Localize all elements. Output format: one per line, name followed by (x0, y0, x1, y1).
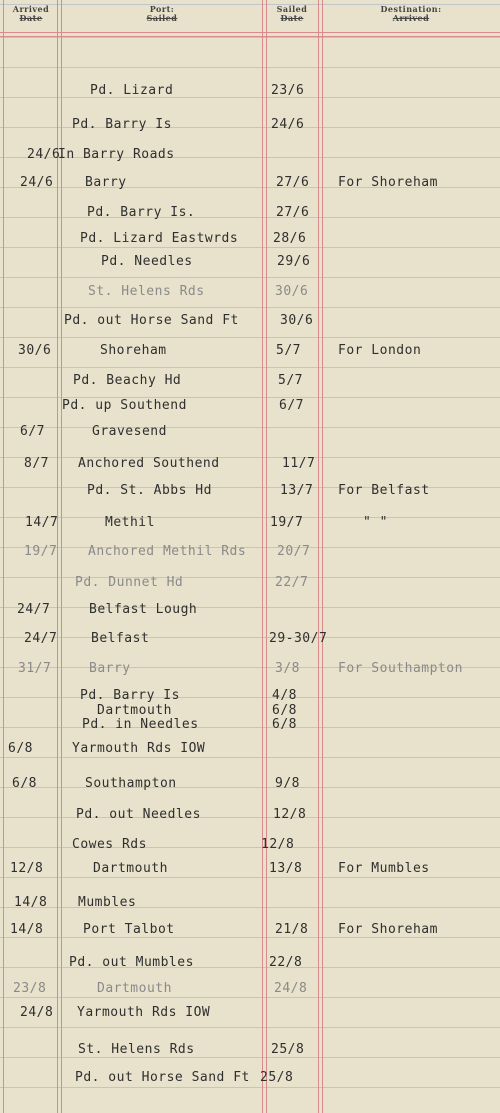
row-port: Anchored Methil Rds (88, 544, 247, 559)
row-arrived: 6/8 (8, 741, 33, 756)
row-sailed: 25/8 (271, 1042, 305, 1057)
row-port: Pd. in Needles (82, 717, 199, 732)
column-divider-port-2 (266, 0, 267, 1113)
row-port: In Barry Roads (58, 147, 175, 162)
row-destination: For Southampton (338, 661, 463, 676)
row-port: Pd. out Horse Sand Ft (64, 313, 239, 328)
row-port: Pd. Barry Is. (87, 205, 196, 220)
row-port: Pd. Barry Is (72, 117, 172, 132)
row-sailed: 13/7 (280, 483, 314, 498)
row-port: Port Talbot (83, 922, 175, 937)
row-arrived: 24/6 (27, 147, 61, 162)
row-arrived: 24/8 (20, 1005, 54, 1020)
row-sailed: 22/7 (275, 575, 309, 590)
row-port: Pd. Lizard Eastwrds (80, 231, 239, 246)
row-port: Belfast (91, 631, 150, 646)
row-sailed: 22/8 (269, 955, 303, 970)
row-port: Pd. Needles (101, 254, 193, 269)
row-port: Dartmouth (97, 703, 172, 718)
row-sailed: 20/7 (277, 544, 311, 559)
row-sailed: 21/8 (275, 922, 309, 937)
row-sailed: 29-30/7 (269, 631, 328, 646)
header-destination: Destination: Arrived (380, 4, 442, 23)
row-sailed: 24/6 (271, 117, 305, 132)
row-sailed: 30/6 (275, 284, 309, 299)
row-arrived: 24/7 (24, 631, 58, 646)
row-port: Pd. Dunnet Hd (75, 575, 184, 590)
row-sailed: 28/6 (273, 231, 307, 246)
row-port: Methil (105, 515, 155, 530)
row-sailed: 3/8 (275, 661, 300, 676)
row-arrived: 30/6 (18, 343, 52, 358)
row-port: Southampton (85, 776, 177, 791)
row-sailed: 27/6 (276, 205, 310, 220)
row-sailed: 9/8 (275, 776, 300, 791)
row-sailed: 12/8 (273, 807, 307, 822)
row-port: Mumbles (78, 895, 137, 910)
row-sailed: 6/8 (272, 703, 297, 718)
row-destination: For Shoreham (338, 175, 438, 190)
row-port: Pd. Lizard (90, 83, 174, 98)
row-port: Pd. out Horse Sand Ft (75, 1070, 250, 1085)
row-sailed: 19/7 (270, 515, 304, 530)
row-port: Anchored Southend (78, 456, 220, 471)
row-port: Dartmouth (97, 981, 172, 996)
column-divider-arrived-2 (61, 0, 62, 1113)
row-port: Belfast Lough (89, 602, 198, 617)
header-port: Port: Sailed (146, 4, 178, 23)
row-arrived: 24/6 (20, 175, 54, 190)
header-rule-2 (0, 36, 500, 37)
row-port: Pd. out Needles (76, 807, 201, 822)
row-arrived: 6/8 (12, 776, 37, 791)
row-arrived: 14/7 (25, 515, 59, 530)
row-arrived: 24/7 (17, 602, 51, 617)
row-sailed: 5/7 (278, 373, 303, 388)
row-port: St. Helens Rds (78, 1042, 195, 1057)
row-port: Dartmouth (93, 861, 168, 876)
row-port: Shoreham (100, 343, 167, 358)
margin-line (3, 0, 4, 1113)
row-destination: For Mumbles (338, 861, 430, 876)
row-port: Pd. Barry Is (80, 688, 180, 703)
row-port: Gravesend (92, 424, 167, 439)
row-arrived: 31/7 (18, 661, 52, 676)
row-port: Pd. up Southend (62, 398, 187, 413)
row-arrived: 23/8 (13, 981, 47, 996)
row-destination: " " (363, 515, 388, 530)
column-divider-sailed (318, 0, 319, 1113)
row-sailed: 29/6 (277, 254, 311, 269)
row-sailed: 5/7 (276, 343, 301, 358)
column-divider-port (262, 0, 263, 1113)
row-sailed: 6/8 (272, 717, 297, 732)
row-sailed: 6/7 (279, 398, 304, 413)
column-divider-sailed-2 (322, 0, 323, 1113)
row-destination: For Shoreham (338, 922, 438, 937)
row-port: Pd. St. Abbs Hd (87, 483, 212, 498)
row-port: Pd. out Mumbles (69, 955, 194, 970)
row-arrived: 12/8 (10, 861, 44, 876)
row-port: Barry (89, 661, 131, 676)
row-port: St. Helens Rds (88, 284, 205, 299)
row-port: Cowes Rds (72, 837, 147, 852)
row-arrived: 6/7 (20, 424, 45, 439)
row-port: Barry (85, 175, 127, 190)
row-sailed: 12/8 (261, 837, 295, 852)
row-destination: For London (338, 343, 422, 358)
row-arrived: 14/8 (10, 922, 44, 937)
row-sailed: 25/8 (260, 1070, 294, 1085)
row-destination: For Belfast (338, 483, 430, 498)
row-port: Yarmouth Rds IOW (77, 1005, 211, 1020)
row-sailed: 30/6 (280, 313, 314, 328)
row-sailed: 24/8 (274, 981, 308, 996)
row-sailed: 23/6 (271, 83, 305, 98)
row-sailed: 4/8 (272, 688, 297, 703)
row-port: Yarmouth Rds IOW (72, 741, 206, 756)
row-arrived: 8/7 (24, 456, 49, 471)
row-port: Pd. Beachy Hd (73, 373, 182, 388)
header-sailed: Sailed Date (276, 4, 308, 23)
header-rule (0, 32, 500, 33)
row-sailed: 11/7 (282, 456, 316, 471)
row-sailed: 27/6 (276, 175, 310, 190)
row-arrived: 19/7 (24, 544, 58, 559)
header-arrived: Arrived Date (12, 4, 50, 23)
row-arrived: 14/8 (14, 895, 48, 910)
row-sailed: 13/8 (269, 861, 303, 876)
